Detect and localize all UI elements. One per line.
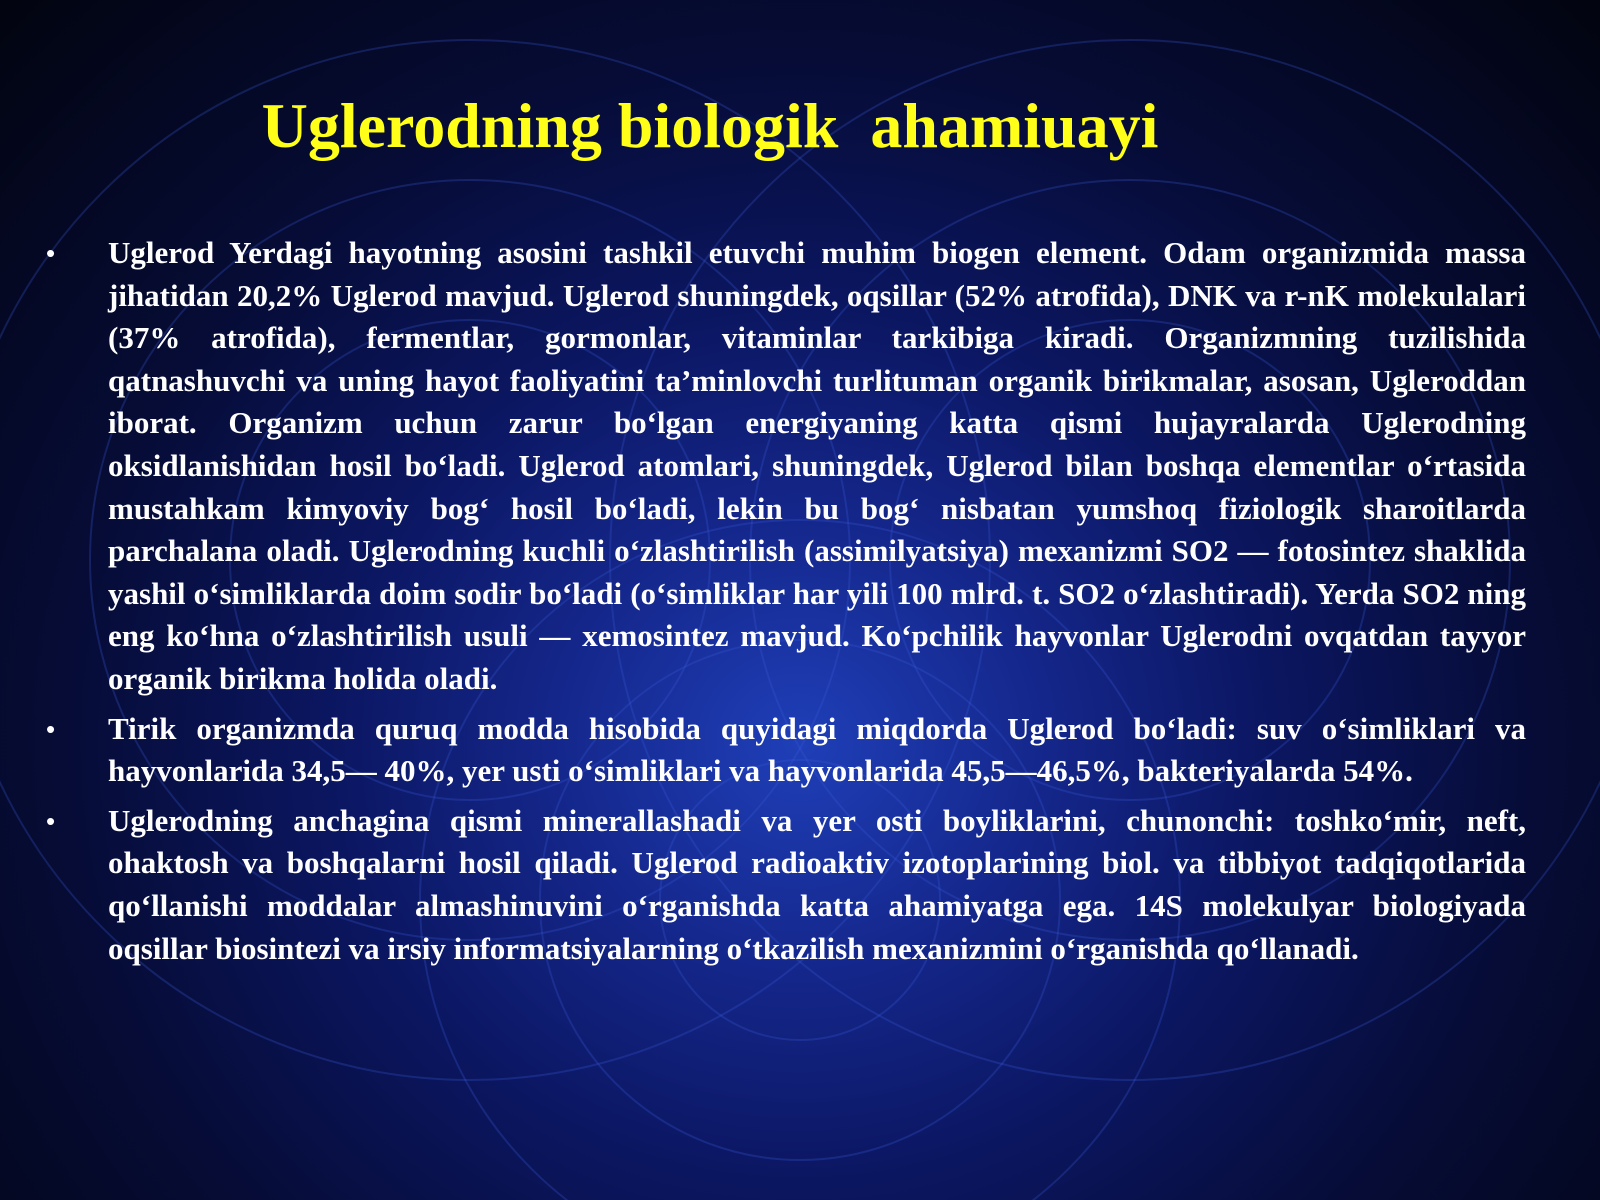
bullet-text: Uglerod Yerdagi hayotning asosini tashkil etuvchi muhim biogen element. Odam organizmida massa jihatidan 20,2% Uglerod mavjud. Uglerod shuningdek, oqsillar (52% atrofida), DNK va r-nK molekulalari (37% atrofida), fermentlar, gormonlar, vitaminlar tarkibiga kiradi. Organizmning tuzilishida qatnashuvchi va uning hayot faoliyatini ta’minlovchi turlituman organik birikmalar, asosan, Ugleroddan iborat. Organizm uchun zarur boʻlgan energiyaning katta qismi hujayralarda Uglerodning oksidlanishidan hosil boʻladi. Uglerod atomlari, shuningdek, Uglerod bilan boshqa elementlar oʻrtasida mustahkam kimyoviy bogʻ hosil boʻladi, lekin bu bogʻ nisbatan yumshoq fiziologik sharoitlarda parchalana oladi. Uglerodning kuchli oʻzlashtirilish (assimilyatsiya) mexanizmi SO2 — fotosintez shaklida yashil oʻsimliklarda doim sodir boʻladi (oʻsimliklar har yili 100 mlrd. t. SO2 oʻzlashtiradi). Yerda SO2 ning eng koʻhna oʻzlashtirilish usuli — xemosintez mavjud. Koʻpchilik hayvonlar Uglerodni ovqatdan tayyor organik birikma holida oladi. <box>108 235 1526 696</box>
slide-title: Uglerodning biologik ahamiuayi <box>261 90 1159 161</box>
bullet-text: Tirik organizmda quruq modda hisobida quyidagi miqdorda Uglerod boʻladi: suv oʻsimliklari va hayvonlarida 34,5— 40%, yer usti oʻsimliklari va hayvonlarida 45,5—46,5%, bakteriyalarda 54%. <box>108 710 1526 789</box>
bullet-item <box>40 708 1526 793</box>
bullet-list <box>40 232 1526 977</box>
bullet-marker: • <box>46 805 56 836</box>
bullet-item <box>40 800 1526 970</box>
bullet-text: Uglerodning anchagina qismi minerallashadi va yer osti boyliklarini, chunonchi: toshkoʻmir, neft, ohaktosh va boshqalarni hosil qiladi. Uglerod radioaktiv izotoplarining biol. va tibbiyot tadqiqotlarida qoʻllanishi moddalar almashinuvini oʻrganishda katta ahamiyatga ega. 14S molekulyar biologiyada oqsillar biosintezi va irsiy informatsiyalarning oʻtkazilish mexanizmini oʻrganishda qoʻllanadi. <box>108 802 1526 966</box>
bullet-marker: • <box>46 238 56 268</box>
bullet-item <box>40 232 1526 701</box>
bullet-marker: • <box>46 713 56 744</box>
